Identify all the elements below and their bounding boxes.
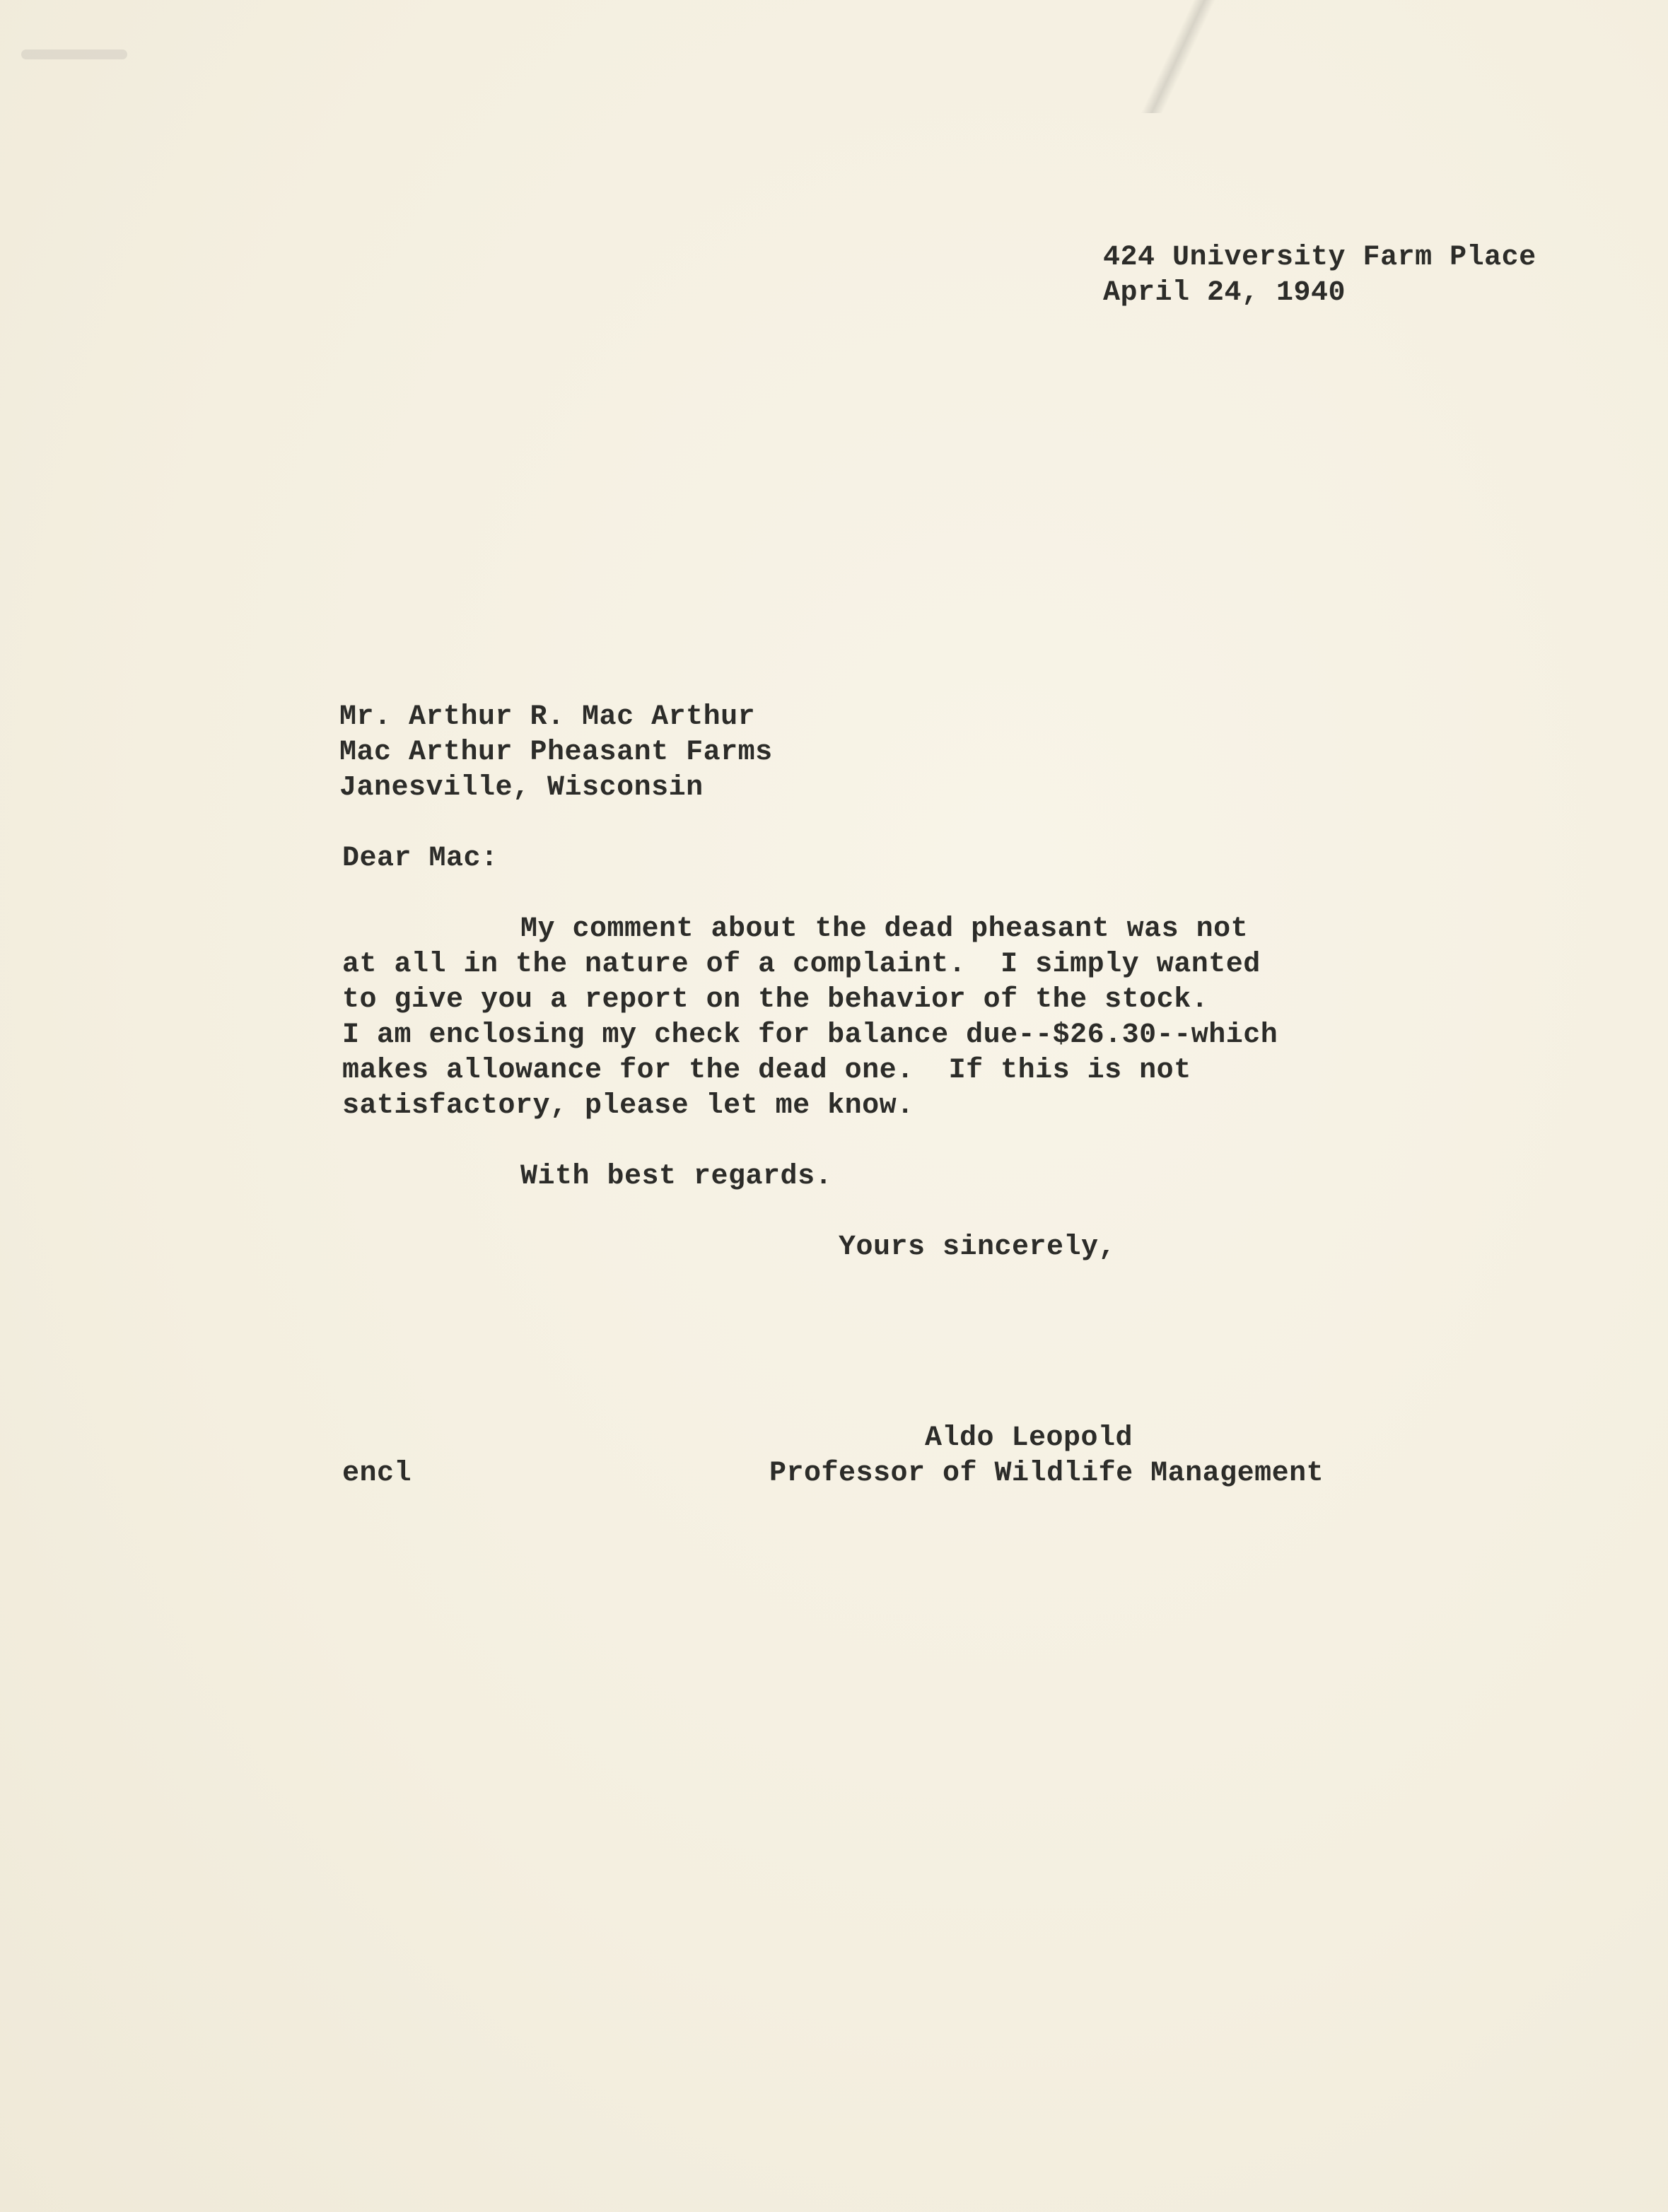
body-line-1: My comment about the dead pheasant was not bbox=[520, 913, 1249, 945]
body-line-6: satisfactory, please let me know. bbox=[342, 1090, 914, 1122]
paper-smudge bbox=[21, 49, 127, 59]
body-line-5: makes allowance for the dead one. If this is not bbox=[342, 1055, 1191, 1087]
body-line-4: I am enclosing my check for balance due--$26.30--which bbox=[342, 1019, 1278, 1051]
body-line-2: at all in the nature of a complaint. I simply wanted bbox=[342, 949, 1261, 981]
paper-crease bbox=[1138, 0, 1223, 113]
salutation: Dear Mac: bbox=[342, 843, 498, 874]
signature-name: Aldo Leopold bbox=[925, 1422, 1133, 1454]
inside-address-line-3: Janesville, Wisconsin bbox=[339, 772, 704, 804]
signature-title: Professor of Wildlife Management bbox=[769, 1458, 1324, 1490]
inside-address-line-1: Mr. Arthur R. Mac Arthur bbox=[339, 701, 756, 733]
enclosure-note: encl bbox=[342, 1458, 412, 1490]
sender-address: 424 University Farm Place bbox=[1103, 242, 1536, 274]
inside-address-line-2: Mac Arthur Pheasant Farms bbox=[339, 737, 773, 768]
body-line-3: to give you a report on the behavior of the stock. bbox=[342, 984, 1209, 1016]
letter-date: April 24, 1940 bbox=[1103, 277, 1346, 309]
regards-line: With best regards. bbox=[520, 1161, 833, 1193]
closing-line: Yours sincerely, bbox=[839, 1231, 1116, 1263]
